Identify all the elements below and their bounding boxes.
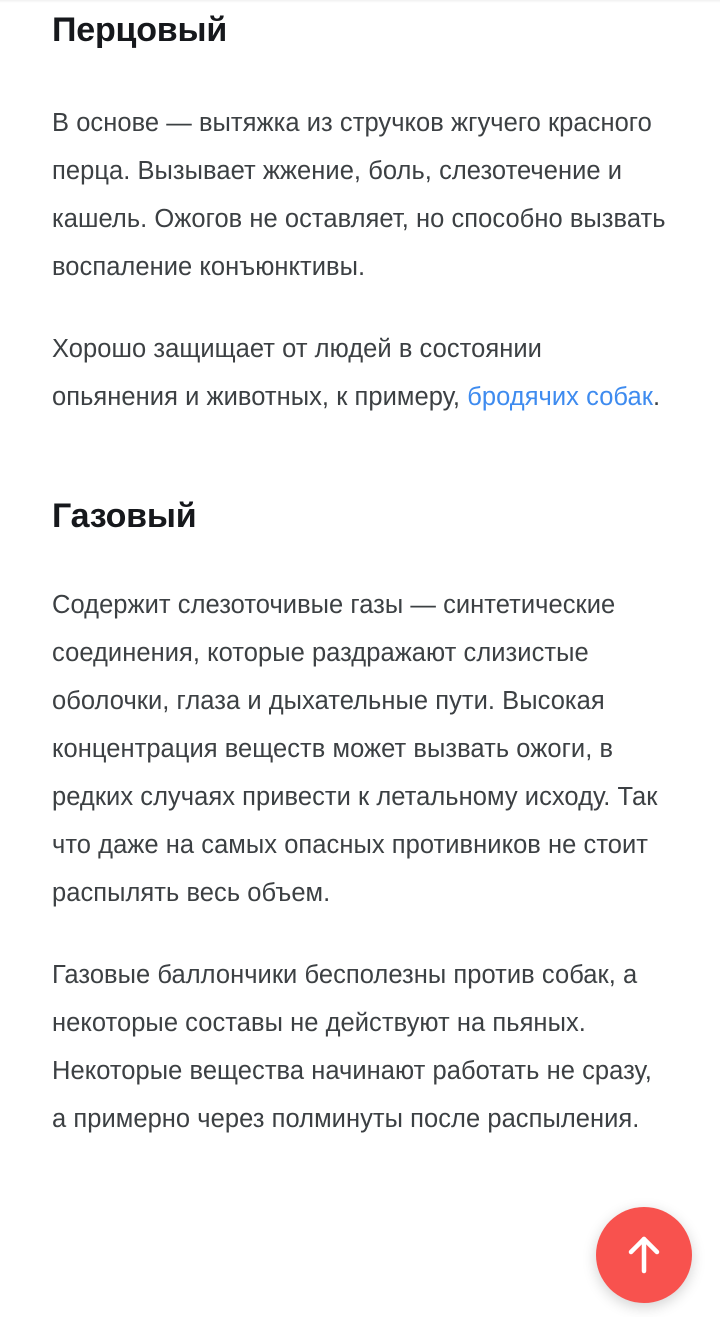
- paragraph: В основе — вытяжка из стручков жгучего красного перца. Вызывает жжение, боль, слезотечение и кашель. Ожогов не оставляет, но способно вызвать воспаление конъюнктивы.: [52, 108, 666, 281]
- paragraph: [52, 291, 668, 421]
- section-heading-gas: Газовый: [52, 496, 197, 535]
- paragraph: Газовые баллончики бесполезны против собак, а некоторые составы не действуют на пьяных. Некоторые вещества начинают работать не сразу, а примерно через полминуты после распыления.: [52, 960, 652, 1133]
- paragraph: Содержит слезоточивые газы — синтетические соединения, которые раздражают слизистые оболочки, глаза и дыхательные пути. Высокая концентрация веществ может вызвать ожоги, в редких случаях привести к летальному исходу. Так что даже на самых опасных противников не стоит распылять весь объем.: [52, 590, 658, 907]
- paragraph-text-part: Хорошо защищает от людей в состоянии опьянения и животных, к примеру,: [52, 334, 542, 411]
- section-heading-peppery: Перцовый: [52, 11, 228, 49]
- inline-link-stray-dogs[interactable]: бродячих собак: [467, 382, 653, 411]
- arrow-up-icon: [624, 1233, 664, 1277]
- paragraph-text-part: .: [652, 382, 661, 411]
- scroll-to-top-button[interactable]: [596, 1207, 692, 1303]
